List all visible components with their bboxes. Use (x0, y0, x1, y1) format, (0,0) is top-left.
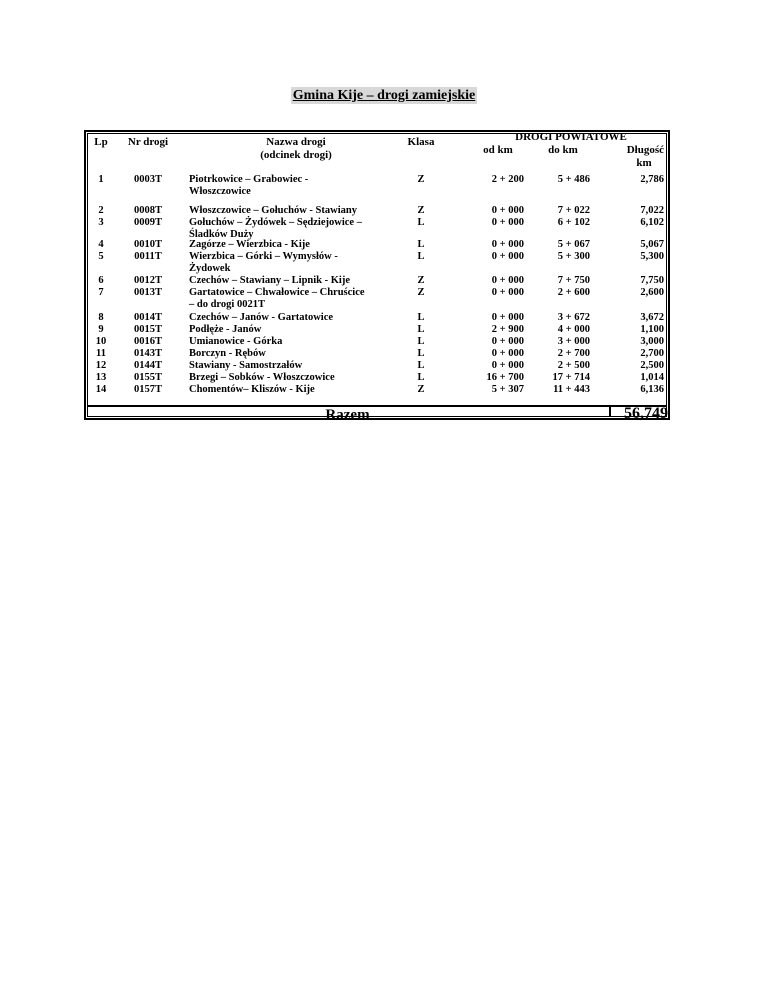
cell-name: Chomentów– Kliszów - Kije (189, 384, 315, 395)
cell-name: Włoszczowice – Gołuchów - Stawiany (189, 205, 357, 216)
cell-do: 5 + 300 (557, 251, 590, 262)
cell-nr: 0143T (133, 348, 162, 359)
roads-table (84, 130, 670, 423)
cell-lp: 3 (98, 217, 104, 228)
cell-nr: 0157T (133, 384, 162, 395)
cell-do: 6 + 102 (557, 217, 590, 228)
cell-nr: 0016T (133, 336, 162, 347)
cell-klasa: L (417, 372, 425, 383)
cell-dl: 3,000 (640, 336, 664, 347)
header-drogi-powiatowe: DROGI POWIATOWE (515, 131, 627, 143)
cell-od: 5 + 307 (491, 384, 524, 395)
cell-do: 11 + 443 (553, 384, 590, 395)
header-od-km: od km (483, 144, 513, 156)
cell-lp: 8 (98, 312, 104, 323)
cell-dl: 1,014 (640, 372, 664, 383)
cell-od: 0 + 000 (491, 360, 524, 371)
cell-lp: 11 (96, 348, 106, 359)
cell-name: Umianowice - Górka (189, 336, 283, 347)
page-title (0, 86, 768, 104)
cell-name: Borczyn - Rębów (189, 348, 266, 359)
cell-do: 4 + 000 (557, 324, 590, 335)
cell-lp: 12 (95, 360, 107, 371)
cell-klasa: L (417, 239, 425, 250)
cell-od: 0 + 000 (491, 239, 524, 250)
cell-lp: 9 (98, 324, 104, 335)
cell-do: 3 + 000 (557, 336, 590, 347)
cell-klasa: Z (417, 174, 425, 185)
cell-dl: 3,672 (640, 312, 664, 323)
cell-klasa: Z (417, 205, 425, 216)
header-klasa: Klasa (407, 136, 435, 148)
header-nr-drogi: Nr drogi (127, 136, 169, 148)
cell-od: 0 + 000 (491, 312, 524, 323)
cell-do: 5 + 486 (557, 174, 590, 185)
cell-nr: 0155T (133, 372, 162, 383)
cell-dl: 2,500 (640, 360, 664, 371)
cell-do: 17 + 714 (552, 372, 590, 383)
cell-od: 0 + 000 (491, 217, 524, 228)
cell-od: 2 + 900 (491, 324, 524, 335)
cell-dl: 6,102 (640, 217, 664, 228)
cell-klasa: Z (417, 287, 425, 298)
header-nazwa-drogi (206, 136, 386, 162)
cell-lp: 7 (98, 287, 104, 298)
cell-name: Gołuchów – Żydówek – Sędziejowice – Śladków Duży (189, 217, 362, 240)
cell-klasa: L (417, 324, 425, 335)
cell-od: 0 + 000 (491, 275, 524, 286)
cell-name: Zagórze – Wierzbica - Kije (189, 239, 310, 250)
cell-od: 2 + 200 (491, 174, 524, 185)
cell-nr: 0003T (133, 174, 162, 185)
cell-do: 5 + 067 (557, 239, 590, 250)
cell-name: Piotrkowice – Grabowiec - Włoszczowice (189, 174, 309, 197)
cell-name: Wierzbica – Górki – Wymysłów - Żydowek (189, 251, 338, 274)
title-text: Gmina Kije – drogi zamiejskie (292, 88, 476, 103)
cell-nr: 0015T (133, 324, 162, 335)
header-nazwa-line2: (odcinek drogi) (260, 149, 332, 161)
cell-lp: 14 (95, 384, 107, 395)
cell-do: 3 + 672 (557, 312, 590, 323)
cell-name: Podłęże - Janów (189, 324, 262, 335)
cell-klasa: L (417, 348, 425, 359)
header-do-km: do km (548, 144, 578, 156)
cell-do: 7 + 022 (557, 205, 590, 216)
cell-lp: 5 (98, 251, 104, 262)
cell-dl: 1,100 (640, 324, 664, 335)
header-nazwa-line1: Nazwa drogi (266, 136, 326, 148)
cell-klasa: L (417, 312, 425, 323)
cell-nr: 0014T (133, 312, 162, 323)
cell-dl: 5,300 (640, 251, 664, 262)
cell-nr: 0012T (133, 275, 162, 286)
cell-do: 2 + 700 (557, 348, 590, 359)
cell-klasa: L (417, 360, 425, 371)
cell-do: 2 + 600 (557, 287, 590, 298)
header-dlugosc-line1: Długość (626, 144, 664, 156)
cell-name: Stawiany - Samostrzałów (189, 360, 303, 371)
cell-nr: 0144T (133, 360, 162, 371)
cell-dl: 7,022 (640, 205, 664, 216)
cell-nr: 0010T (133, 239, 162, 250)
cell-od: 0 + 000 (491, 336, 524, 347)
cell-name: Brzegi – Sobków - Włoszczowice (189, 372, 335, 383)
cell-od: 16 + 700 (486, 372, 524, 383)
cell-lp: 13 (95, 372, 107, 383)
cell-dl: 2,600 (640, 287, 664, 298)
cell-lp: 2 (98, 205, 104, 216)
cell-nr: 0013T (133, 287, 162, 298)
cell-od: 0 + 000 (491, 251, 524, 262)
cell-dl: 7,750 (640, 275, 664, 286)
header-lp: Lp (94, 136, 108, 148)
cell-lp: 10 (95, 336, 107, 347)
cell-name: Czechów – Janów - Gartatowice (189, 312, 334, 323)
cell-nr: 0011T (134, 251, 162, 262)
cell-do: 2 + 500 (557, 360, 590, 371)
cell-lp: 6 (98, 275, 104, 286)
cell-klasa: L (417, 336, 425, 347)
cell-lp: 1 (98, 174, 104, 185)
cell-lp: 4 (98, 239, 104, 250)
header-dlugosc-line2: km (636, 157, 652, 169)
cell-klasa: L (417, 217, 425, 228)
cell-klasa: Z (417, 384, 425, 395)
header-dlugosc (606, 144, 664, 170)
cell-od: 0 + 000 (491, 287, 524, 298)
cell-name: Gartatowice – Chwałowice – Chruścice – do drogi 0021T (189, 287, 365, 310)
cell-dl: 2,700 (640, 348, 664, 359)
footer-total: 56,749 (624, 405, 668, 422)
cell-do: 7 + 750 (557, 275, 590, 286)
cell-name: Czechów – Stawiany – Lipnik - Kije (189, 275, 351, 286)
cell-klasa: L (417, 251, 425, 262)
cell-dl: 5,067 (640, 239, 664, 250)
cell-nr: 0009T (133, 217, 162, 228)
cell-od: 0 + 000 (491, 348, 524, 359)
cell-dl: 6,136 (640, 384, 664, 395)
cell-dl: 2,786 (640, 174, 664, 185)
footer-razem-label: Razem (325, 407, 370, 423)
cell-klasa: Z (417, 275, 425, 286)
cell-nr: 0008T (133, 205, 162, 216)
cell-od: 0 + 000 (491, 205, 524, 216)
